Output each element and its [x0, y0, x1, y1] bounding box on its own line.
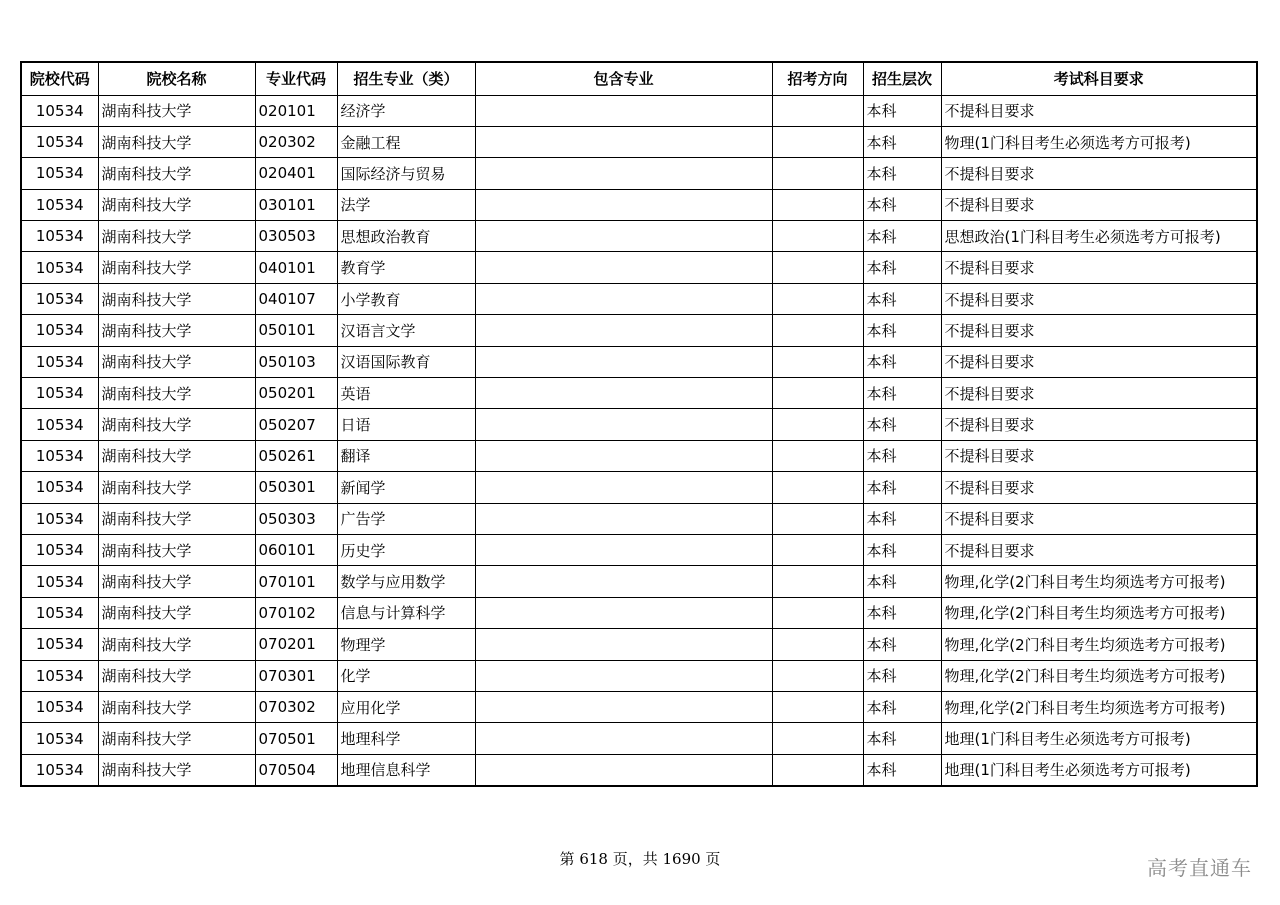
cell-included-majors: [475, 503, 772, 534]
cell-institution-name: 湖南科技大学: [98, 346, 255, 377]
cell-subject-requirements: 思想政治(1门科目考生必须选考方可报考): [941, 221, 1257, 252]
cell-direction: [772, 440, 863, 471]
cell-direction: [772, 221, 863, 252]
cell-level: 本科: [863, 315, 941, 346]
cell-institution-name: 湖南科技大学: [98, 378, 255, 409]
cell-major-code: 060101: [255, 534, 337, 565]
table-row: [21, 252, 1257, 283]
cell-major-code: 030503: [255, 221, 337, 252]
cell-direction: [772, 503, 863, 534]
cell-level: 本科: [863, 126, 941, 157]
cell-major-code: 070501: [255, 723, 337, 754]
cell-institution-name: 湖南科技大学: [98, 723, 255, 754]
cell-direction: [772, 629, 863, 660]
cell-institution-code: 10534: [21, 597, 98, 628]
cell-level: 本科: [863, 629, 941, 660]
cell-level: 本科: [863, 158, 941, 189]
cell-level: 本科: [863, 723, 941, 754]
cell-institution-name: 湖南科技大学: [98, 221, 255, 252]
cell-institution-code: 10534: [21, 660, 98, 691]
table-row: [21, 189, 1257, 220]
cell-major-code: 070301: [255, 660, 337, 691]
cell-subject-requirements: 物理,化学(2门科目考生均须选考方可报考): [941, 629, 1257, 660]
cell-institution-code: 10534: [21, 409, 98, 440]
cell-institution-code: 10534: [21, 158, 98, 189]
header-institution-code: 院校代码: [21, 62, 98, 95]
header-major-name: 招生专业（类）: [337, 62, 475, 95]
cell-level: 本科: [863, 346, 941, 377]
cell-major-code: 020302: [255, 126, 337, 157]
cell-level: 本科: [863, 252, 941, 283]
cell-major-name: 信息与计算科学: [337, 597, 475, 628]
cell-subject-requirements: 物理,化学(2门科目考生均须选考方可报考): [941, 597, 1257, 628]
cell-subject-requirements: 不提科目要求: [941, 252, 1257, 283]
cell-level: 本科: [863, 283, 941, 314]
cell-included-majors: [475, 754, 772, 785]
cell-institution-code: 10534: [21, 503, 98, 534]
cell-level: 本科: [863, 472, 941, 503]
cell-direction: [772, 126, 863, 157]
cell-included-majors: [475, 283, 772, 314]
cell-institution-name: 湖南科技大学: [98, 189, 255, 220]
cell-institution-code: 10534: [21, 252, 98, 283]
cell-major-code: 050261: [255, 440, 337, 471]
cell-level: 本科: [863, 754, 941, 785]
cell-major-code: 050303: [255, 503, 337, 534]
cell-subject-requirements: 不提科目要求: [941, 158, 1257, 189]
cell-major-name: 地理信息科学: [337, 754, 475, 785]
cell-major-code: 070201: [255, 629, 337, 660]
cell-major-name: 金融工程: [337, 126, 475, 157]
cell-major-name: 广告学: [337, 503, 475, 534]
cell-level: 本科: [863, 221, 941, 252]
header-level: 招生层次: [863, 62, 941, 95]
cell-direction: [772, 189, 863, 220]
cell-institution-code: 10534: [21, 534, 98, 565]
cell-major-name: 小学教育: [337, 283, 475, 314]
cell-institution-code: 10534: [21, 346, 98, 377]
cell-institution-name: 湖南科技大学: [98, 315, 255, 346]
header-major-code: 专业代码: [255, 62, 337, 95]
cell-level: 本科: [863, 189, 941, 220]
table-row: [21, 315, 1257, 346]
cell-subject-requirements: 物理,化学(2门科目考生均须选考方可报考): [941, 691, 1257, 722]
table-row: [21, 126, 1257, 157]
table-row: [21, 723, 1257, 754]
cell-institution-code: 10534: [21, 221, 98, 252]
cell-major-code: 040107: [255, 283, 337, 314]
cell-included-majors: [475, 629, 772, 660]
cell-included-majors: [475, 566, 772, 597]
cell-institution-code: 10534: [21, 754, 98, 785]
cell-direction: [772, 283, 863, 314]
cell-institution-code: 10534: [21, 723, 98, 754]
cell-major-code: 050301: [255, 472, 337, 503]
table-row: [21, 566, 1257, 597]
cell-level: 本科: [863, 691, 941, 722]
cell-subject-requirements: 不提科目要求: [941, 95, 1257, 126]
cell-level: 本科: [863, 566, 941, 597]
cell-major-code: 040101: [255, 252, 337, 283]
cell-major-name: 汉语言文学: [337, 315, 475, 346]
cell-direction: [772, 597, 863, 628]
table-row: [21, 629, 1257, 660]
cell-major-name: 新闻学: [337, 472, 475, 503]
cell-major-code: 030101: [255, 189, 337, 220]
cell-institution-name: 湖南科技大学: [98, 566, 255, 597]
cell-institution-name: 湖南科技大学: [98, 409, 255, 440]
cell-subject-requirements: 地理(1门科目考生必须选考方可报考): [941, 723, 1257, 754]
cell-included-majors: [475, 534, 772, 565]
cell-included-majors: [475, 158, 772, 189]
header-included-majors: 包含专业: [475, 62, 772, 95]
cell-subject-requirements: 不提科目要求: [941, 472, 1257, 503]
table-row: [21, 691, 1257, 722]
cell-major-name: 法学: [337, 189, 475, 220]
cell-institution-code: 10534: [21, 472, 98, 503]
cell-major-code: 020101: [255, 95, 337, 126]
cell-major-name: 历史学: [337, 534, 475, 565]
cell-institution-name: 湖南科技大学: [98, 472, 255, 503]
cell-major-name: 教育学: [337, 252, 475, 283]
cell-direction: [772, 691, 863, 722]
page-number: 第 618 页，共 1690 页: [559, 850, 721, 868]
cell-major-name: 应用化学: [337, 691, 475, 722]
cell-direction: [772, 534, 863, 565]
table-row: [21, 158, 1257, 189]
cell-direction: [772, 158, 863, 189]
header-direction: 招考方向: [772, 62, 863, 95]
cell-subject-requirements: 地理(1门科目考生必须选考方可报考): [941, 754, 1257, 785]
cell-major-name: 英语: [337, 378, 475, 409]
cell-institution-name: 湖南科技大学: [98, 629, 255, 660]
cell-subject-requirements: 物理(1门科目考生必须选考方可报考): [941, 126, 1257, 157]
cell-direction: [772, 566, 863, 597]
table-row: [21, 660, 1257, 691]
cell-major-name: 经济学: [337, 95, 475, 126]
table-row: [21, 346, 1257, 377]
table-row: [21, 283, 1257, 314]
cell-direction: [772, 754, 863, 785]
cell-institution-name: 湖南科技大学: [98, 126, 255, 157]
cell-institution-name: 湖南科技大学: [98, 158, 255, 189]
cell-institution-name: 湖南科技大学: [98, 660, 255, 691]
cell-institution-code: 10534: [21, 691, 98, 722]
cell-direction: [772, 346, 863, 377]
cell-included-majors: [475, 660, 772, 691]
cell-level: 本科: [863, 597, 941, 628]
cell-subject-requirements: 物理,化学(2门科目考生均须选考方可报考): [941, 566, 1257, 597]
cell-included-majors: [475, 189, 772, 220]
table-row: [21, 754, 1257, 785]
cell-institution-name: 湖南科技大学: [98, 691, 255, 722]
cell-level: 本科: [863, 440, 941, 471]
table-row: [21, 534, 1257, 565]
cell-major-name: 数学与应用数学: [337, 566, 475, 597]
cell-subject-requirements: 不提科目要求: [941, 440, 1257, 471]
cell-major-name: 翻译: [337, 440, 475, 471]
cell-major-code: 050103: [255, 346, 337, 377]
cell-major-name: 地理科学: [337, 723, 475, 754]
cell-major-name: 思想政治教育: [337, 221, 475, 252]
cell-major-name: 日语: [337, 409, 475, 440]
cell-included-majors: [475, 597, 772, 628]
cell-institution-name: 湖南科技大学: [98, 440, 255, 471]
cell-included-majors: [475, 723, 772, 754]
cell-included-majors: [475, 252, 772, 283]
cell-direction: [772, 378, 863, 409]
cell-included-majors: [475, 440, 772, 471]
cell-institution-code: 10534: [21, 283, 98, 314]
cell-institution-name: 湖南科技大学: [98, 283, 255, 314]
table-row: [21, 95, 1257, 126]
cell-level: 本科: [863, 95, 941, 126]
cell-direction: [772, 315, 863, 346]
table-header-row: [21, 62, 1257, 95]
cell-institution-code: 10534: [21, 378, 98, 409]
cell-level: 本科: [863, 534, 941, 565]
table-row: [21, 472, 1257, 503]
header-institution-name: 院校名称: [98, 62, 255, 95]
cell-institution-name: 湖南科技大学: [98, 503, 255, 534]
cell-included-majors: [475, 95, 772, 126]
table-row: [21, 221, 1257, 252]
cell-institution-name: 湖南科技大学: [98, 597, 255, 628]
cell-direction: [772, 409, 863, 440]
cell-level: 本科: [863, 660, 941, 691]
cell-major-name: 化学: [337, 660, 475, 691]
cell-institution-code: 10534: [21, 315, 98, 346]
cell-institution-code: 10534: [21, 189, 98, 220]
admissions-table: [20, 61, 1258, 787]
cell-major-code: 050201: [255, 378, 337, 409]
cell-institution-name: 湖南科技大学: [98, 95, 255, 126]
cell-major-code: 050207: [255, 409, 337, 440]
cell-major-code: 070302: [255, 691, 337, 722]
cell-major-name: 汉语国际教育: [337, 346, 475, 377]
cell-subject-requirements: 不提科目要求: [941, 503, 1257, 534]
header-subject-requirements: 考试科目要求: [941, 62, 1257, 95]
table-row: [21, 440, 1257, 471]
cell-subject-requirements: 不提科目要求: [941, 378, 1257, 409]
cell-institution-code: 10534: [21, 566, 98, 597]
cell-included-majors: [475, 378, 772, 409]
cell-institution-code: 10534: [21, 126, 98, 157]
cell-major-code: 070504: [255, 754, 337, 785]
table-row: [21, 503, 1257, 534]
cell-direction: [772, 252, 863, 283]
table-row: [21, 409, 1257, 440]
table-row: [21, 597, 1257, 628]
cell-included-majors: [475, 346, 772, 377]
cell-included-majors: [475, 315, 772, 346]
cell-major-code: 050101: [255, 315, 337, 346]
cell-subject-requirements: 不提科目要求: [941, 315, 1257, 346]
cell-major-code: 070101: [255, 566, 337, 597]
cell-major-name: 物理学: [337, 629, 475, 660]
cell-level: 本科: [863, 503, 941, 534]
cell-included-majors: [475, 691, 772, 722]
cell-direction: [772, 95, 863, 126]
cell-subject-requirements: 不提科目要求: [941, 534, 1257, 565]
cell-institution-code: 10534: [21, 440, 98, 471]
cell-direction: [772, 472, 863, 503]
cell-subject-requirements: 不提科目要求: [941, 409, 1257, 440]
cell-level: 本科: [863, 378, 941, 409]
cell-institution-code: 10534: [21, 95, 98, 126]
cell-included-majors: [475, 126, 772, 157]
cell-direction: [772, 660, 863, 691]
cell-direction: [772, 723, 863, 754]
cell-subject-requirements: 不提科目要求: [941, 189, 1257, 220]
cell-subject-requirements: 不提科目要求: [941, 283, 1257, 314]
admissions-table-container: [20, 61, 1256, 787]
watermark-logo-text: 高考直通车: [1147, 856, 1252, 880]
cell-institution-name: 湖南科技大学: [98, 534, 255, 565]
cell-included-majors: [475, 472, 772, 503]
cell-major-code: 020401: [255, 158, 337, 189]
cell-level: 本科: [863, 409, 941, 440]
cell-subject-requirements: 物理,化学(2门科目考生均须选考方可报考): [941, 660, 1257, 691]
table-body: [21, 95, 1257, 786]
cell-subject-requirements: 不提科目要求: [941, 346, 1257, 377]
cell-institution-name: 湖南科技大学: [98, 754, 255, 785]
table-row: [21, 378, 1257, 409]
cell-institution-code: 10534: [21, 629, 98, 660]
cell-institution-name: 湖南科技大学: [98, 252, 255, 283]
cell-included-majors: [475, 409, 772, 440]
cell-major-name: 国际经济与贸易: [337, 158, 475, 189]
cell-major-code: 070102: [255, 597, 337, 628]
cell-included-majors: [475, 221, 772, 252]
